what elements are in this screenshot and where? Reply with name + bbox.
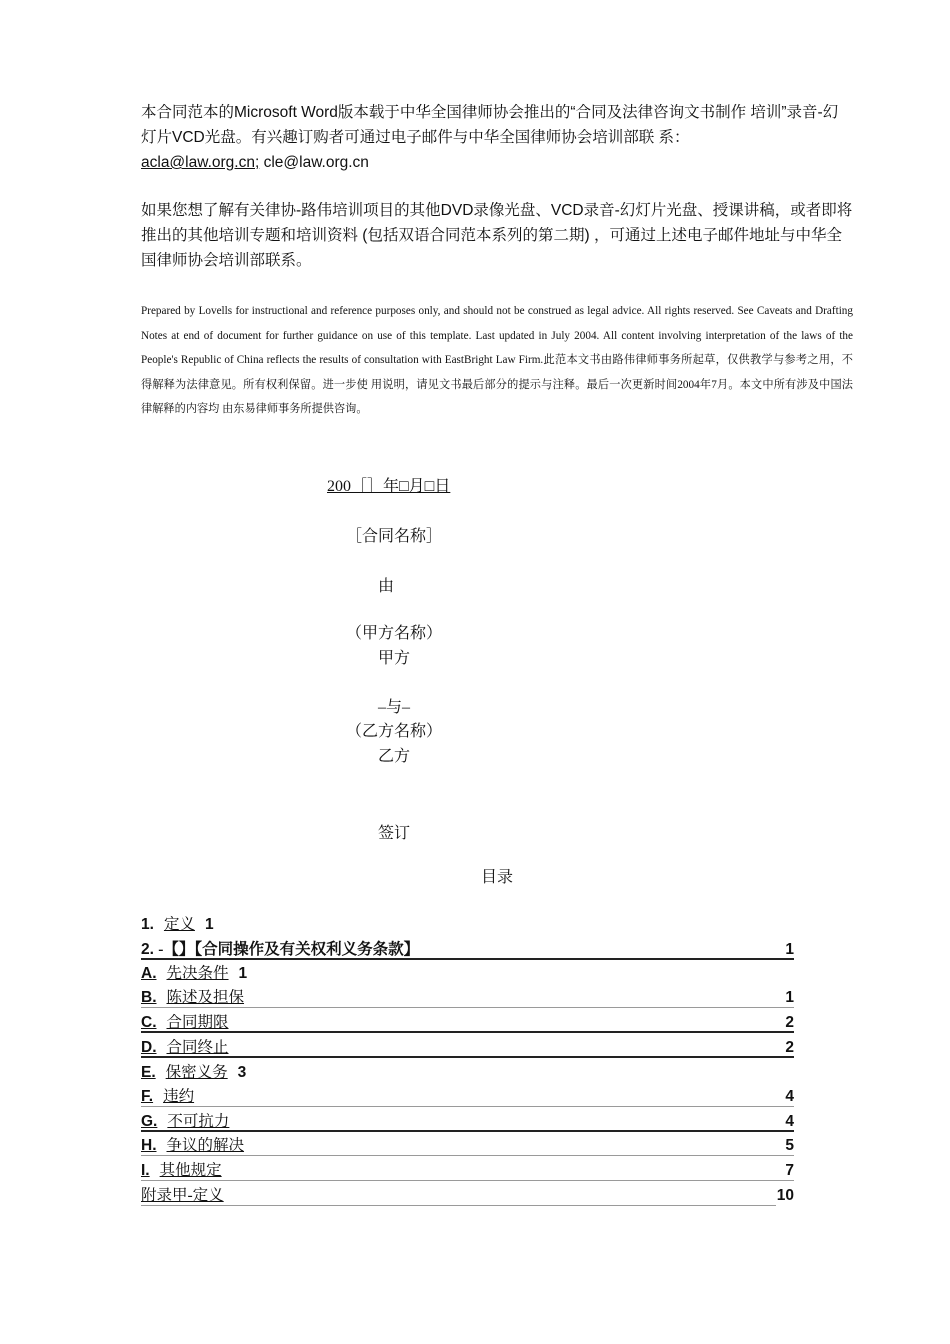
toc-leader-line (141, 1130, 794, 1132)
disclaimer-paragraph (141, 299, 853, 422)
toc-item-title: 附录甲-定义 (141, 1187, 224, 1204)
toc-item-page: 4 (785, 1113, 794, 1130)
toc-item-miscellaneous[interactable] (141, 1159, 794, 1183)
toc-item-number: A. (141, 965, 157, 982)
toc-item-term[interactable] (141, 1011, 794, 1035)
toc-item-title: 违约 (163, 1088, 195, 1105)
toc-item-page: 4 (785, 1088, 794, 1105)
and-separator: –与– (378, 699, 411, 716)
toc-item-page: 10 (776, 1187, 794, 1204)
toc-item-title: 不可抗力 (167, 1113, 230, 1130)
toc-item-representations[interactable] (141, 986, 794, 1010)
party-b-label: 乙方 (378, 748, 411, 765)
contract-name: ［合同名称］ (346, 528, 443, 545)
email-link-cle[interactable]: cle@law.org.cn (263, 154, 369, 171)
toc-item-number: I. (141, 1162, 150, 1179)
toc-item-page: 5 (785, 1137, 794, 1154)
party-a-label: 甲方 (378, 650, 411, 667)
toc-item-conditions-precedent[interactable] (141, 962, 247, 986)
toc-item-title: 定义 (163, 916, 195, 933)
disclaimer-chinese: 此范本文书由路伟律师事务所起草，仅供教学与参考之用，不得解释为法律意见。所有权利保留。进一步使 用说明，请见文书最后部分的提示与注释。最后一次更新时间2004年7月。本文中所有涉及中国法律解释的内容均 由东易律师事务所提供咨询。 (141, 354, 853, 415)
toc-item-number: H. (141, 1137, 157, 1154)
toc-item-title: 先决条件 (166, 965, 229, 982)
toc-item-number: 1. (141, 916, 154, 933)
toc-leader-line (141, 1007, 794, 1008)
toc-leader-line (141, 958, 794, 960)
toc-item-page: 2 (785, 1014, 794, 1031)
toc-item-confidentiality[interactable] (141, 1061, 246, 1085)
intro-paragraph-1-text: 本合同范本的Microsoft Word版本载于中华全国律师协会推出的“合同及法律咨询文书制作 培训”录音-幻灯片VCD光盘。有兴趣订购者可通过电子邮件与中华全国律师协会培训部联 系： (141, 104, 839, 146)
toc-item-definitions[interactable] (141, 913, 214, 937)
toc-item-breach[interactable] (141, 1085, 794, 1109)
toc-leader-line (141, 1031, 794, 1033)
disclaimer-english: Prepared by Lovells for instructional and reference purposes only, and should not be construed as legal advice. All rights reserved. See Caveats and Drafting Notes at end of document for further guidance on use of this template. Last updated in July 2004. All content involving interpretation of the laws of the People's Republic of China reflects the results of consultation with EastBright Law Firm. (141, 305, 853, 366)
toc-item-number: B. (141, 989, 157, 1006)
signed-label: 签订 (378, 825, 411, 842)
intro-paragraph-2: 如果您想了解有关律协-路伟培训项目的其他DVD录像光盘、VCD录音-幻灯片光盘、授课讲稿，或者即将推出的其他培训专题和培训资料 (包括双语合同范本系列的第二期) ，可通过上述电子邮件地址与中华全国律师协会培训部联系。 (141, 202, 853, 269)
toc-item-title: 合同期限 (166, 1014, 229, 1031)
toc-item-page: 1 (785, 941, 794, 958)
toc-item-page: 1 (204, 916, 214, 933)
toc-item-number: F. (141, 1088, 154, 1105)
contract-date: 200［］年□月□日 (327, 478, 451, 495)
toc-item-page: 1 (238, 965, 248, 982)
toc-item-page: 2 (785, 1039, 794, 1056)
toc-item-title: 争议的解决 (166, 1137, 245, 1154)
toc-item-number: G. (141, 1113, 158, 1130)
toc-item-force-majeure[interactable] (141, 1110, 794, 1134)
toc-item-title: 陈述及担保 (166, 989, 245, 1006)
party-a-name: （甲方名称） (346, 625, 443, 642)
toc-item-termination[interactable] (141, 1036, 794, 1060)
toc-leader-line (141, 1155, 794, 1156)
toc-item-title: -【】【合同操作及有关权利义务条款】 (158, 941, 420, 958)
toc-leader-line (141, 1205, 776, 1206)
toc-leader-line (141, 1056, 794, 1058)
intro-paragraph-1 (141, 100, 853, 175)
toc-item-number: D. (141, 1039, 157, 1056)
toc-item-number: 2. (141, 941, 154, 958)
toc-item-appendix-a[interactable] (141, 1184, 794, 1208)
toc-item-title: 保密义务 (165, 1064, 228, 1081)
email-link-acla[interactable]: acla@law.org.cn; (141, 154, 260, 171)
toc-item-contract-operation[interactable] (141, 938, 794, 962)
toc-item-number: E. (141, 1064, 156, 1081)
toc-leader-line (141, 1180, 794, 1181)
party-b-name: （乙方名称） (346, 723, 443, 740)
toc-leader-line (141, 1106, 794, 1107)
toc-item-page: 3 (237, 1064, 247, 1081)
toc-heading: 目录 (481, 869, 514, 886)
toc-item-page: 7 (785, 1162, 794, 1179)
toc-item-title: 其他规定 (159, 1162, 222, 1179)
by-label: 由 (378, 578, 395, 595)
toc-item-page: 1 (785, 989, 794, 1006)
toc-item-dispute-resolution[interactable] (141, 1134, 794, 1158)
toc-item-number: C. (141, 1014, 157, 1031)
toc-item-title: 合同终止 (166, 1039, 229, 1056)
